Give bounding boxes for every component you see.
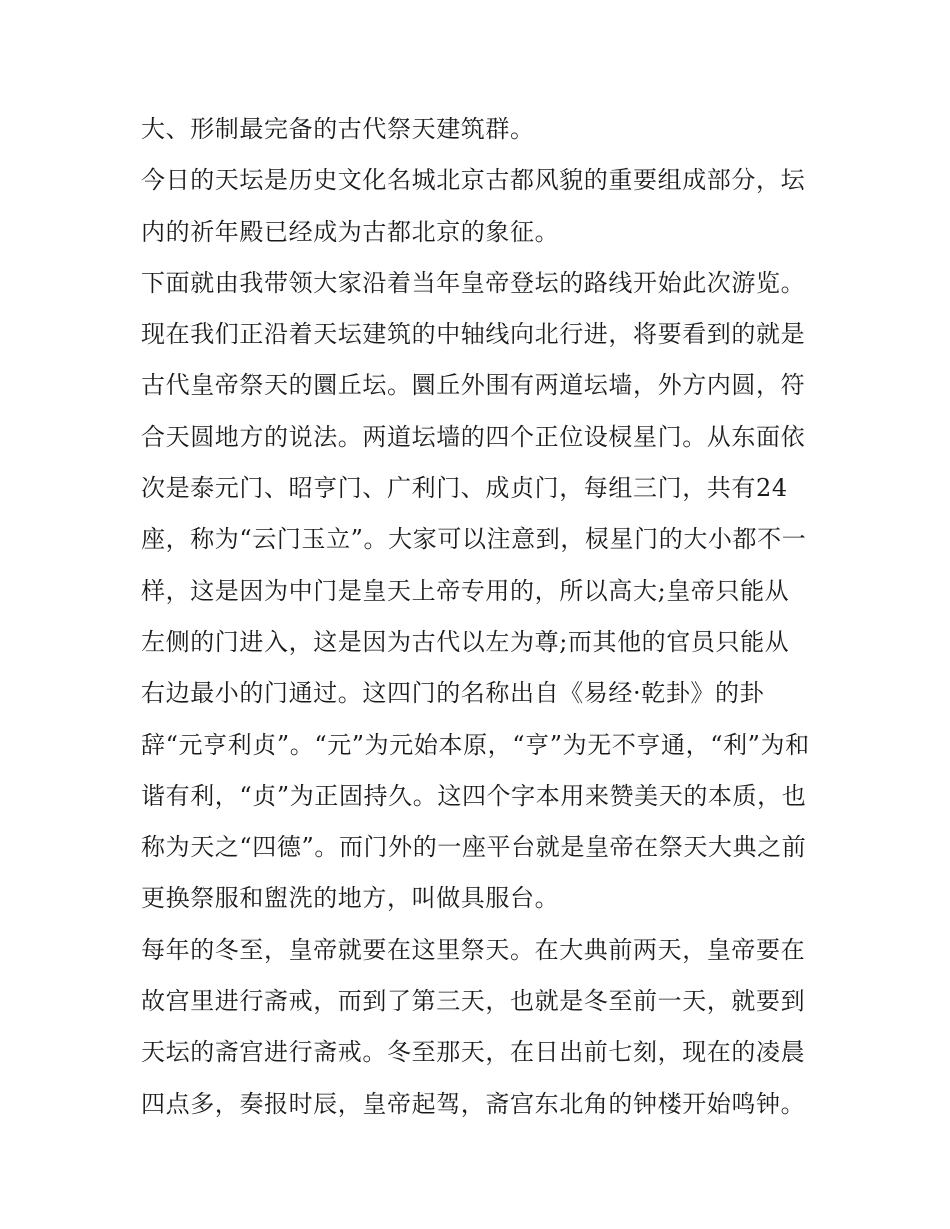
text-line: 四点多，奏报时辰，皇帝起驾，斋宫东北角的钟楼开始鸣钟。 [141, 1089, 806, 1118]
text-line: 大、形制最完备的古代祭天建筑群。 [141, 115, 535, 143]
text-line: 辞“元亨利贞”。“元”为元始本原，“亨”为无不亨通，“利”为和 [141, 730, 810, 759]
text-line: 今日的天坛是历史文化名城北京古都风貌的重要组成部分，坛 [141, 166, 806, 195]
text-line: 左侧的门进入，这是因为古代以左为尊;而其他的官员只能从 [141, 627, 790, 656]
text-line: 样，这是因为中门是皇天上帝专用的，所以高大;皇帝只能从 [141, 576, 790, 605]
text-line: 内的祈年殿已经成为古都北京的象征。 [141, 217, 560, 246]
text-line: 合天圆地方的说法。两道坛墙的四个正位设棂星门。从东面依 [141, 422, 806, 451]
text-line: 每年的冬至，皇帝就要在这里祭天。在大典前两天，皇帝要在 [141, 935, 806, 964]
document-body [141, 104, 813, 1130]
text-line: 更换祭服和盥洗的地方，叫做具服台。 [141, 884, 560, 913]
text-line: 故宫里进行斋戒，而到了第三天，也就是冬至前一天，就要到 [141, 987, 806, 1016]
text-line: 现在我们正沿着天坛建筑的中轴线向北行进，将要看到的就是 [141, 320, 806, 349]
text-line: 右边最小的门通过。这四门的名称出自《易经·乾卦》的卦 [141, 679, 765, 708]
text-line: 古代皇帝祭天的圜丘坛。圜丘外围有两道坛墙，外方内圆，符 [141, 371, 806, 400]
text-line: 座，称为“云门玉立”。大家可以注意到，棂星门的大小都不一 [141, 525, 807, 554]
text-line: 谐有利，“贞”为正固持久。这四个字本用来赞美天的本质，也 [141, 781, 807, 810]
text-line: 下面就由我带领大家沿着当年皇帝登坛的路线开始此次游览。 [141, 268, 806, 297]
text-line: 称为天之“四德”。而门外的一座平台就是皇帝在祭天大典之前 [141, 833, 807, 862]
text-line: 次是泰元门、昭亨门、广利门、成贞门，每组三门，共有24 [141, 474, 788, 503]
text-line: 天坛的斋宫进行斋戒。冬至那天，在日出前七刻，现在的凌晨 [141, 1038, 806, 1067]
